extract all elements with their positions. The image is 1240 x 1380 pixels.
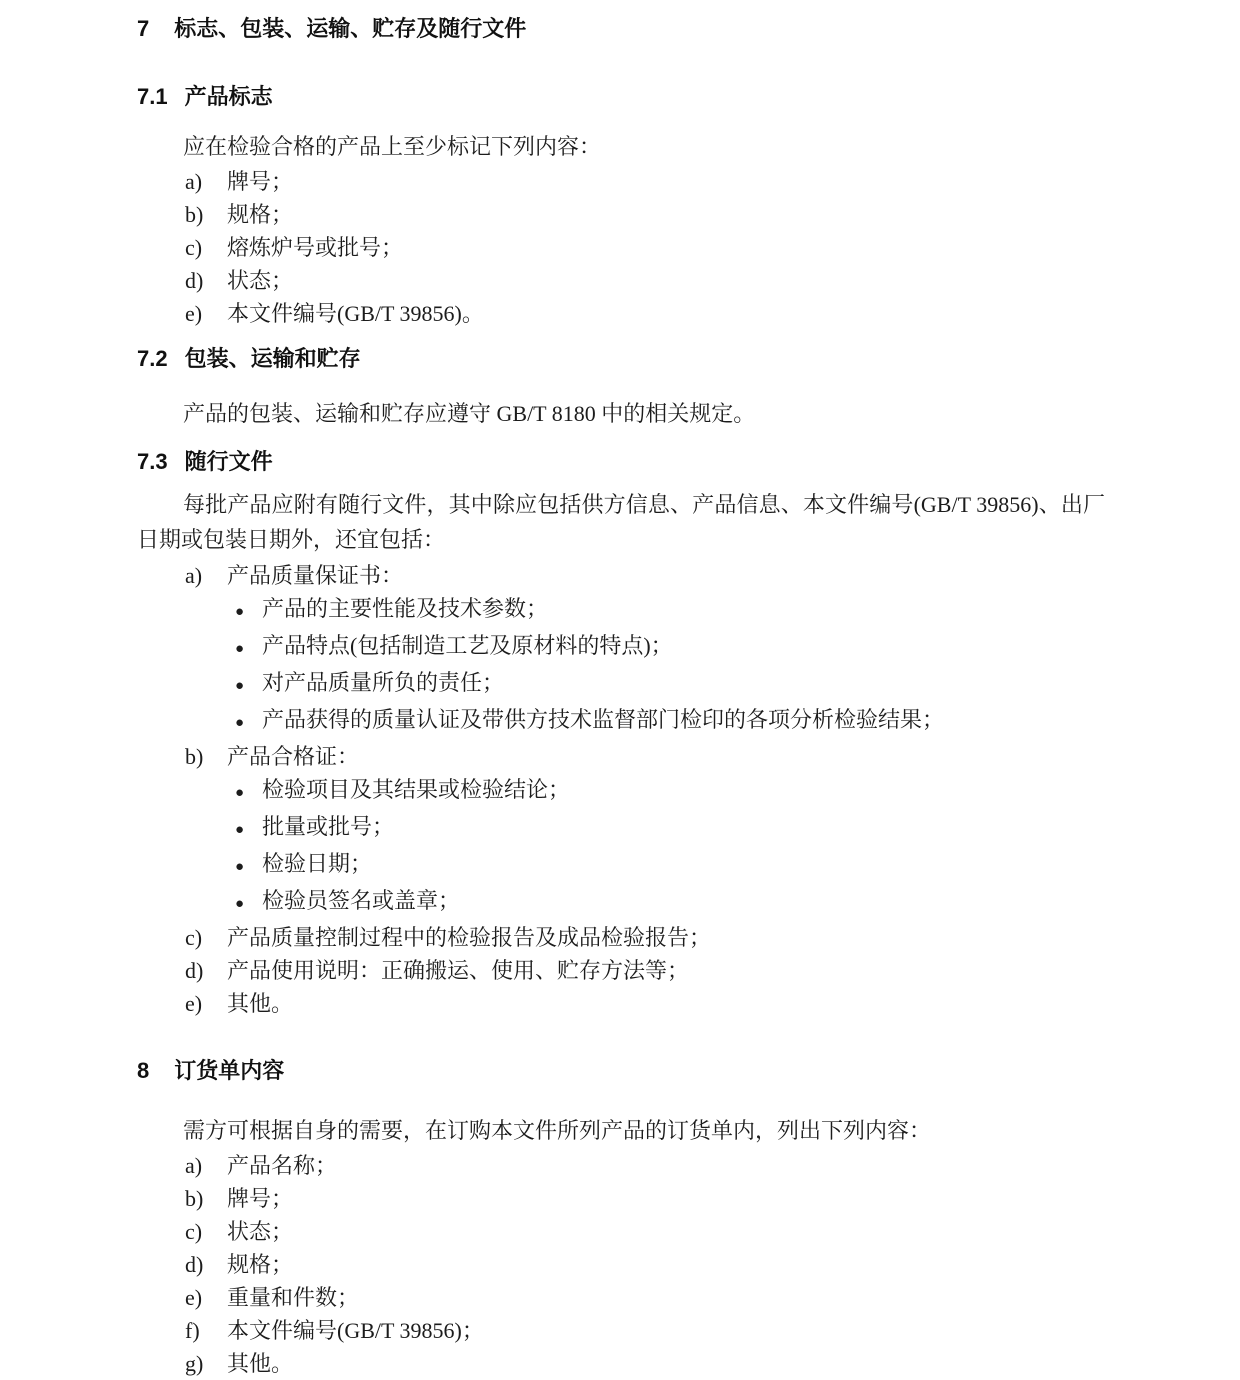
list-marker: c): [185, 925, 203, 950]
bullet-icon: ●: [235, 785, 245, 801]
section-7-1-intro: 应在检验合格的产品上至少标记下列内容：: [183, 134, 602, 159]
list-marker: f): [185, 1318, 200, 1343]
section-7-number: 7: [137, 16, 150, 41]
bullet-icon: ●: [235, 604, 245, 620]
bullet-text: 产品的主要性能及技术参数；: [262, 596, 549, 621]
list-marker: c): [185, 1219, 203, 1244]
list-item: [137, 1149, 1105, 1182]
list-item: [137, 1314, 1105, 1347]
list-item: [137, 921, 1105, 954]
section-7-1-list: [137, 165, 1105, 330]
list-text: 其他。: [227, 1351, 294, 1376]
list-marker: b): [185, 744, 204, 769]
list-item: [137, 1215, 1105, 1248]
section-7-title: 标志、包装、运输、贮存及随行文件: [174, 16, 527, 41]
section-7-2-title: 包装、运输和贮存: [184, 346, 361, 371]
section-8-list: [137, 1149, 1105, 1380]
list-text: 本文件编号(GB/T 39856)；: [227, 1318, 484, 1343]
section-7-3-number: 7.3: [137, 449, 168, 474]
list-item: [137, 264, 1105, 297]
list-marker: d): [185, 1252, 204, 1277]
list-text: 状态；: [227, 1219, 294, 1244]
list-text: 规格；: [227, 202, 294, 227]
bullet-text: 检验日期；: [262, 851, 373, 876]
bullet-item: [137, 703, 1105, 740]
bullet-item: [137, 773, 1105, 810]
section-7-2-number: 7.2: [137, 346, 168, 371]
list-item: [137, 165, 1105, 198]
list-text: 牌号；: [227, 1186, 294, 1211]
section-7-3-heading: [137, 447, 1105, 477]
list-item: [137, 1347, 1105, 1380]
bullet-item: [137, 810, 1105, 847]
bullet-icon: ●: [235, 641, 245, 657]
document-page: [0, 14, 1105, 1380]
section-7-3-title: 随行文件: [184, 449, 273, 474]
list-text: 产品使用说明：正确搬运、使用、贮存方法等；: [227, 958, 690, 983]
list-marker: b): [185, 1186, 204, 1211]
list-text: 产品质量控制过程中的检验报告及成品检验报告；: [227, 925, 712, 950]
list-item: [137, 198, 1105, 231]
bullet-text: 对产品质量所负的责任；: [262, 670, 505, 695]
list-text: 产品合格证：: [227, 744, 360, 769]
bullet-text: 产品特点(包括制造工艺及原材料的特点)；: [262, 633, 673, 658]
list-text: 牌号；: [227, 169, 294, 194]
bullet-text: 检验员签名或盖章；: [262, 888, 461, 913]
section-7-3-intro: 每批产品应附有随行文件，其中除应包括供方信息、产品信息、本文件编号(GB/T 39856)、出厂日期或包装日期外，还宜包括：: [137, 492, 1105, 552]
list-text: 熔炼炉号或批号；: [227, 235, 404, 260]
list-text: 状态；: [227, 268, 294, 293]
bullet-icon: ●: [235, 822, 245, 838]
bullet-icon: ●: [235, 859, 245, 875]
bullet-text: 批量或批号；: [262, 814, 395, 839]
section-7-1-title: 产品标志: [184, 84, 273, 109]
list-item: [137, 231, 1105, 264]
section-8-title: 订货单内容: [174, 1058, 285, 1083]
bullet-item: [137, 847, 1105, 884]
list-text: 产品质量保证书：: [227, 563, 404, 588]
section-7-3-list: [137, 559, 1105, 1020]
section-8-heading: [137, 1056, 1105, 1086]
bullet-icon: ●: [235, 715, 245, 731]
bullet-item: [137, 884, 1105, 921]
bullet-item: [137, 592, 1105, 629]
list-item: [137, 559, 1105, 592]
section-8-number: 8: [137, 1058, 150, 1083]
list-text: 重量和件数；: [227, 1285, 360, 1310]
list-marker: b): [185, 202, 204, 227]
list-item: [137, 987, 1105, 1020]
list-marker: c): [185, 235, 203, 260]
list-text: 其他。: [227, 991, 294, 1016]
bullet-icon: ●: [235, 678, 245, 694]
list-text: 产品名称；: [227, 1153, 338, 1178]
bullet-text: 检验项目及其结果或检验结论；: [262, 777, 571, 802]
list-marker: a): [185, 169, 203, 194]
list-text: 本文件编号(GB/T 39856)。: [227, 301, 484, 326]
section-7-1-heading: [137, 82, 1105, 112]
list-marker: d): [185, 268, 204, 293]
list-marker: a): [185, 1153, 203, 1178]
list-marker: e): [185, 991, 203, 1016]
list-marker: e): [185, 301, 203, 326]
bullet-icon: ●: [235, 896, 245, 912]
list-item: [137, 1281, 1105, 1314]
list-item: [137, 297, 1105, 330]
section-8-intro: 需方可根据自身的需要，在订购本文件所列产品的订货单内，列出下列内容：: [183, 1118, 932, 1143]
section-7-2-body: 产品的包装、运输和贮存应遵守 GB/T 8180 中的相关规定。: [183, 401, 756, 426]
list-marker: d): [185, 958, 204, 983]
list-item: [137, 740, 1105, 773]
bullet-text: 产品获得的质量认证及带供方技术监督部门检印的各项分析检验结果；: [262, 707, 945, 732]
list-item: [137, 954, 1105, 987]
list-marker: g): [185, 1351, 204, 1376]
list-item: [137, 1182, 1105, 1215]
list-text: 规格；: [227, 1252, 294, 1277]
bullet-item: [137, 629, 1105, 666]
list-item: [137, 1248, 1105, 1281]
section-7-2-heading: [137, 344, 1105, 374]
bullet-item: [137, 666, 1105, 703]
section-7-heading: [137, 14, 1105, 44]
list-marker: a): [185, 563, 203, 588]
section-7-1-number: 7.1: [137, 84, 168, 109]
list-marker: e): [185, 1285, 203, 1310]
